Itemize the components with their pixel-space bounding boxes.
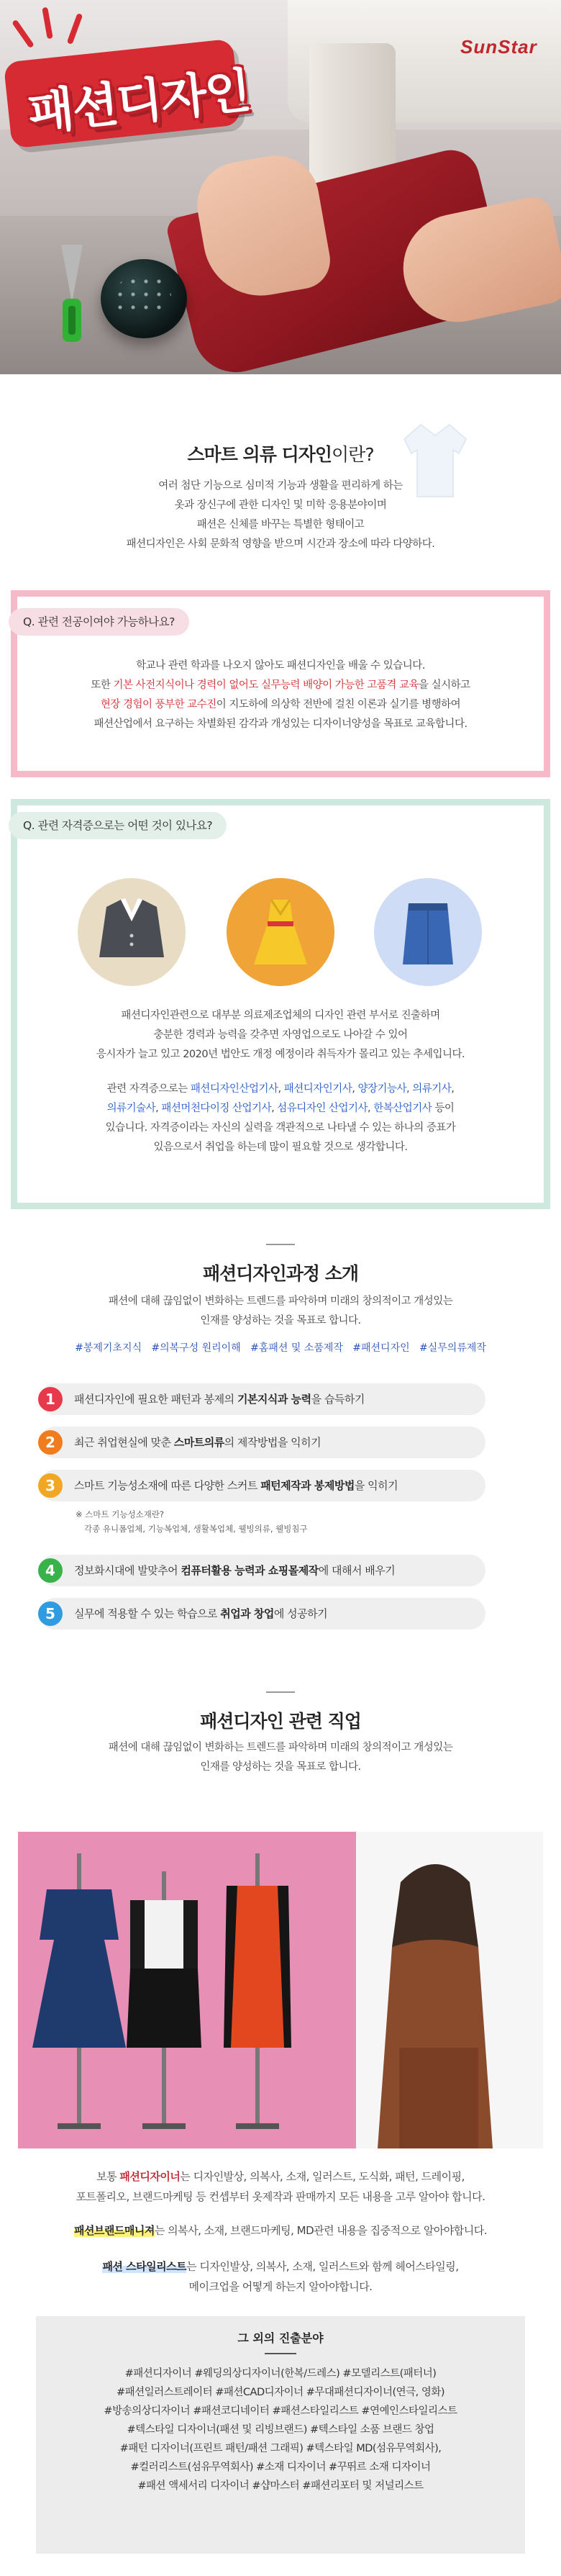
certificate-name: 한복산업기사 — [373, 1103, 432, 1114]
hashtag: #홈패션 및 소품제작 — [250, 1342, 343, 1354]
qa2-line: 충분한 경력과 능력을 갖추면 자영업으로도 나아갈 수 있어 — [153, 1029, 408, 1041]
jobs-desc — [0, 1738, 561, 1777]
step-text-bold: 취업과 창업 — [220, 1607, 274, 1620]
hashtag: #실무의류제작 — [419, 1342, 486, 1354]
step-text-part: 패션디자인에 필요한 패턴과 봉제의 — [74, 1393, 237, 1406]
careers-line: #패션일러스트레이터 #패션CAD디자이너 #무대패션디자이너(연극, 영화) — [116, 2387, 445, 2398]
intro-line: 패션디자인은 사회 문화적 영향을 받으며 시간과 장소에 따라 다양하다. — [126, 538, 435, 550]
step-text-bold: 컴퓨터활용 능력과 쇼핑몰제작 — [181, 1564, 319, 1577]
careers-title: 그 외의 진출분야 — [237, 2331, 324, 2345]
qa2-line: 관련 자격증으로는 패션디자인산업기사, 패션디자인기사, 양장기능사, 의류기사, — [106, 1083, 455, 1095]
certificates-intro — [22, 1006, 539, 1065]
step-text-bold: 스마트의류 — [173, 1436, 224, 1449]
qa1-highlight: 기본 사전지식이나 경력이 없어도 실무능력 배양이 가능한 고품격 교육 — [113, 679, 419, 691]
hashtag: #패션디자인 — [352, 1342, 410, 1354]
process-step — [40, 1555, 485, 1586]
qa2-line: 있음으로서 취업을 하는데 많이 필요할 것으로 생각합니다. — [153, 1142, 408, 1153]
desc-text: 보통 — [96, 2170, 120, 2183]
intro-line: 패션은 신체를 바꾸는 특별한 형태이고 — [196, 519, 365, 530]
note-title: ※ 스마트 기능성소재란? — [76, 1509, 165, 1519]
step-text-part: 에 대해서 배우기 — [318, 1564, 396, 1577]
step-text-part: 의 제작방법을 익히기 — [224, 1436, 321, 1449]
process-desc — [0, 1292, 561, 1331]
pincushion-image — [101, 259, 187, 338]
qa1-highlight: 현장 경험이 풍부한 교수진 — [100, 699, 216, 710]
process-title: 패션디자인과정 소개 — [202, 1263, 359, 1284]
process-tags — [0, 1340, 561, 1355]
designer-desc — [0, 2166, 561, 2207]
certificate-name: 의류기사 — [412, 1083, 452, 1095]
step-number-badge: 4 — [38, 1558, 63, 1583]
hashtag: #의복구성 원리이해 — [151, 1342, 241, 1354]
certificate-name: 양장기능사 — [357, 1083, 407, 1095]
certificate-name: 의류기술사 — [106, 1103, 156, 1114]
qa2-line: 있습니다. 자격증이라는 자신의 실력을 객관적으로 나타낼 수 있는 하나의 증표가 — [105, 1122, 456, 1134]
step-text — [74, 1555, 395, 1586]
qa2-line: 패션디자인관련으로 대부분 의료제조업체의 디자인 관련 부서로 진출하며 — [121, 1010, 440, 1021]
careers-line: #텍스타일 디자이너(패션 및 리빙브랜드) #텍스타일 소품 브랜드 창업 — [127, 2424, 434, 2436]
intro-title-main: 스마트 의류 디자인 — [187, 444, 332, 465]
qa2-text: 관련 자격증으로는 — [106, 1083, 191, 1095]
careers-box — [36, 2316, 525, 2554]
careers-line: #컬러리스트(섬유무역회사) #소재 디자이너 #꾸뛰르 소재 디자이너 — [130, 2462, 431, 2473]
step-text — [74, 1598, 327, 1630]
certificate-name: 패션디자인기사 — [283, 1083, 352, 1095]
stylist-line: 메이크업을 어떻게 하는지 알아야합니다. — [188, 2280, 373, 2293]
designer-line — [0, 2166, 561, 2187]
job-highlight: 패션브랜드매니져 — [73, 2224, 155, 2237]
hero-title: 패션디자인 — [25, 63, 252, 141]
smart-material-note — [76, 1507, 308, 1536]
qa2-line: 의류기술사, 패션머천다이징 산업기사, 섬유디자인 산업기사, 한복산업기사 등이 — [106, 1103, 455, 1114]
step-text-bold: 패턴제작과 봉제방법 — [260, 1479, 355, 1492]
careers-line: #패턴 디자이너(프린트 패턴/패션 그래픽) #텍스타일 MD(섬유무역회사), — [119, 2443, 442, 2454]
intro-title-suffix: 이란? — [332, 444, 374, 465]
process-desc-line: 패션에 대해 끊임없이 변화하는 트렌드를 파악하며 미래의 창의적이고 개성있는 — [108, 1296, 453, 1307]
qa1-text: 을 실시하고 — [419, 679, 470, 691]
step-text-part: 최근 취업현실에 맞춘 — [74, 1436, 174, 1449]
job-highlight: 패션디자이너 — [119, 2170, 181, 2183]
note-body: 각종 유니폼업체, 기능복업체, 생활복업체, 웰빙의류, 웰빙침구 — [84, 1524, 308, 1534]
intro-body — [0, 476, 561, 554]
process-step — [40, 1470, 485, 1501]
careers-divider — [265, 2353, 296, 2354]
step-text-part: 스마트 기능성소재에 따른 다양한 스커트 — [74, 1479, 261, 1492]
job-highlight: 패션 스타일리스트 — [102, 2260, 187, 2273]
qa1-line — [22, 695, 539, 715]
skirt-icon — [374, 878, 482, 986]
step-number-badge: 1 — [38, 1387, 63, 1411]
careers-line: #방송의상디자이너 #패션코디네이터 #패션스타일리스트 #연예인스타일리스트 — [104, 2405, 457, 2417]
jobs-title: 패션디자인 관련 직업 — [200, 1711, 361, 1732]
qa2-line: 응시자가 늘고 있고 2020년 법안도 개정 예정이라 취득자가 몰리고 있는 추세입니다. — [96, 1049, 465, 1060]
step-number-badge: 2 — [38, 1430, 63, 1455]
qa1-line: 패션산업에서 요구하는 차별화된 감각과 개성있는 디자이너양성을 목표로 교육합니다. — [94, 718, 468, 730]
qa1-text: 이 지도하에 의상학 전반에 걸친 이론과 실기를 병행하여 — [216, 699, 461, 710]
step-text-part: 에 성공하기 — [273, 1607, 328, 1620]
section-divider — [266, 1691, 295, 1693]
certificate-name: 섬유디자인 산업기사 — [277, 1103, 368, 1114]
qa1-line — [22, 676, 539, 695]
step-text-part: 실무에 적용할 수 있는 학습으로 — [74, 1607, 221, 1620]
careers-list — [36, 2364, 525, 2495]
careers-line: #패션디자이너 #웨딩의상디자이너(한복/드레스) #모델리스트(패터너) — [124, 2368, 437, 2380]
step-text — [74, 1383, 365, 1415]
desc-text: 는 디자인발상, 의복사, 소재, 일러스트, 도식화, 패턴, 드레이핑, — [180, 2170, 465, 2183]
certificate-name: 패션디자인산업기사 — [190, 1083, 278, 1095]
section-divider — [266, 1244, 295, 1245]
qa2-text: 등이 — [432, 1103, 455, 1114]
jobs-desc-line: 패션에 대해 끊임없이 변화하는 트렌드를 파악하며 미래의 창의적이고 개성있는 — [108, 1742, 453, 1753]
jacket-icon — [78, 878, 186, 986]
hashtag: #봉제기초지식 — [75, 1342, 142, 1354]
step-number-badge: 5 — [38, 1601, 63, 1626]
desc-text: 는 디자인발상, 의복사, 소재, 일러스트와 함께 헤어스타일링, — [186, 2260, 459, 2273]
qa-answer-major — [22, 656, 539, 734]
careers-line: #패션 액세서리 디자이너 #샵마스터 #패션리포터 및 저널리스트 — [137, 2480, 424, 2492]
designer-line: 포트폴리오, 브랜드마케팅 등 컨셉부터 옷제작과 판매까지 모든 내용을 고루 알아야 합니다. — [76, 2190, 485, 2203]
step-number-badge: 3 — [38, 1473, 63, 1498]
dress-icon — [227, 878, 334, 986]
process-step — [40, 1383, 485, 1415]
qa1-line: 학교나 관련 학과를 나오지 않아도 패션디자인을 배울 수 있습니다. — [136, 660, 425, 672]
hero-banner — [0, 0, 561, 374]
brand-logo: SunStar — [460, 36, 537, 58]
step-text-bold: 기본지식과 능력 — [237, 1393, 311, 1406]
desc-text: 는 의복사, 소재, 브랜드마케팅, MD관련 내용을 집중적으로 알아야합니다. — [154, 2224, 488, 2237]
step-text-part: 을 익히기 — [354, 1479, 398, 1492]
process-step — [40, 1598, 485, 1630]
intro-title — [0, 440, 561, 466]
stylist-desc — [0, 2256, 561, 2297]
mannequins-photo — [18, 1832, 543, 2148]
intro-line: 옷과 장신구에 관한 디자인 및 미학 응용분야이며 — [174, 500, 387, 511]
qa-question-certificates: Q. 관련 자격증으로는 어떤 것이 있나요? — [9, 812, 227, 839]
certificates-list — [22, 1080, 539, 1157]
stylist-line — [0, 2256, 561, 2277]
step-text — [74, 1470, 398, 1501]
qa-question-major: Q. 관련 전공이여야 가능하나요? — [9, 608, 189, 636]
process-step — [40, 1427, 485, 1458]
thread-snips-icon — [47, 238, 97, 345]
step-text-part: 정보화시대에 발맞추어 — [74, 1564, 181, 1577]
certificate-name: 패션머천다이징 산업기사 — [161, 1103, 272, 1114]
intro-line: 여러 첨단 기능으로 심미적 기능과 생활을 편리하게 하는 — [158, 480, 403, 492]
step-text-part: 을 습득하기 — [311, 1393, 365, 1406]
step-text — [74, 1427, 321, 1458]
qa1-text: 또한 — [91, 679, 114, 691]
jobs-desc-line: 인재를 양성하는 것을 목표로 합니다. — [200, 1761, 361, 1773]
brand-manager-desc — [0, 2220, 561, 2241]
process-desc-line: 인재를 양성하는 것을 목표로 합니다. — [200, 1315, 361, 1327]
